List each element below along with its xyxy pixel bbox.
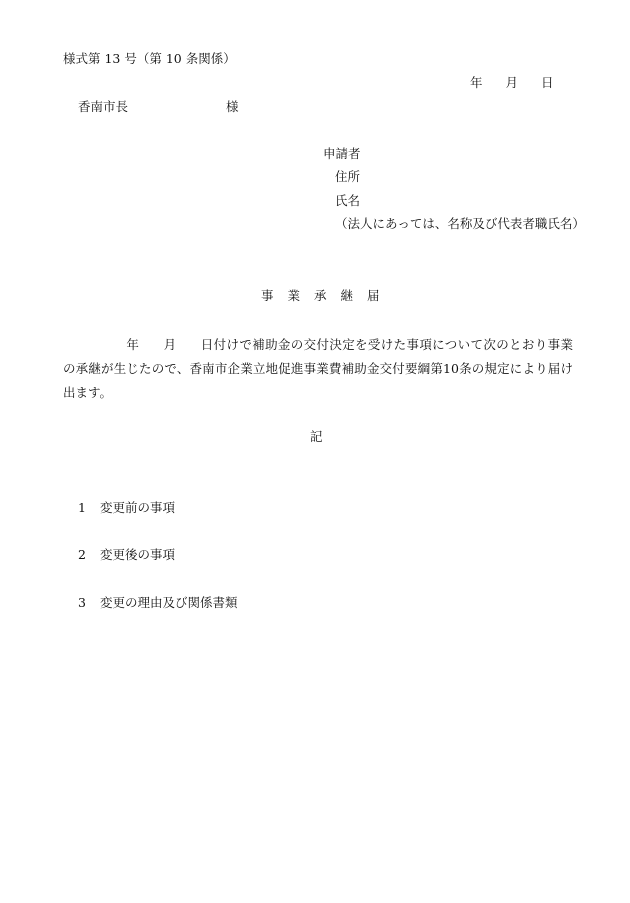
item-label: 変更前の事項 bbox=[100, 500, 176, 515]
name-label: 氏名 bbox=[335, 193, 361, 208]
date-month-label: 月 bbox=[505, 75, 519, 90]
item-number: 3 bbox=[78, 595, 86, 610]
item-label: 変更の理由及び関係書類 bbox=[100, 595, 238, 610]
item-number: 1 bbox=[78, 500, 86, 515]
body-paragraph bbox=[63, 333, 573, 405]
addressee-name: 香南市長 bbox=[78, 99, 129, 114]
address-label: 住所 bbox=[335, 169, 361, 184]
addressee-honorific: 様 bbox=[226, 99, 239, 114]
addressee bbox=[78, 99, 239, 115]
date-line bbox=[470, 75, 554, 91]
list-item bbox=[78, 547, 175, 563]
applicant-label: 申請者 bbox=[323, 146, 361, 161]
ki-heading: 記 bbox=[310, 429, 323, 444]
body-year-label: 年 bbox=[126, 337, 140, 352]
body-month-label: 月 bbox=[163, 337, 177, 352]
date-year-label: 年 bbox=[470, 75, 483, 90]
corporate-note: （法人にあっては、名称及び代表者職氏名） bbox=[335, 216, 585, 231]
item-label: 変更後の事項 bbox=[100, 547, 176, 562]
date-day-label: 日 bbox=[541, 75, 554, 90]
form-number: 様式第 13 号（第 10 条関係） bbox=[63, 51, 236, 66]
item-number: 2 bbox=[78, 547, 86, 562]
list-item bbox=[78, 500, 175, 516]
list-item bbox=[78, 595, 238, 611]
document-title: 事業承継届 bbox=[261, 288, 394, 303]
body-text: 日付けで補助金の交付決定を受けた事項について次のとおり事業の承継が生じたので、香南市企業立地促進事業費補助金交付要綱第10条の規定により届け出ます。 bbox=[63, 337, 573, 400]
